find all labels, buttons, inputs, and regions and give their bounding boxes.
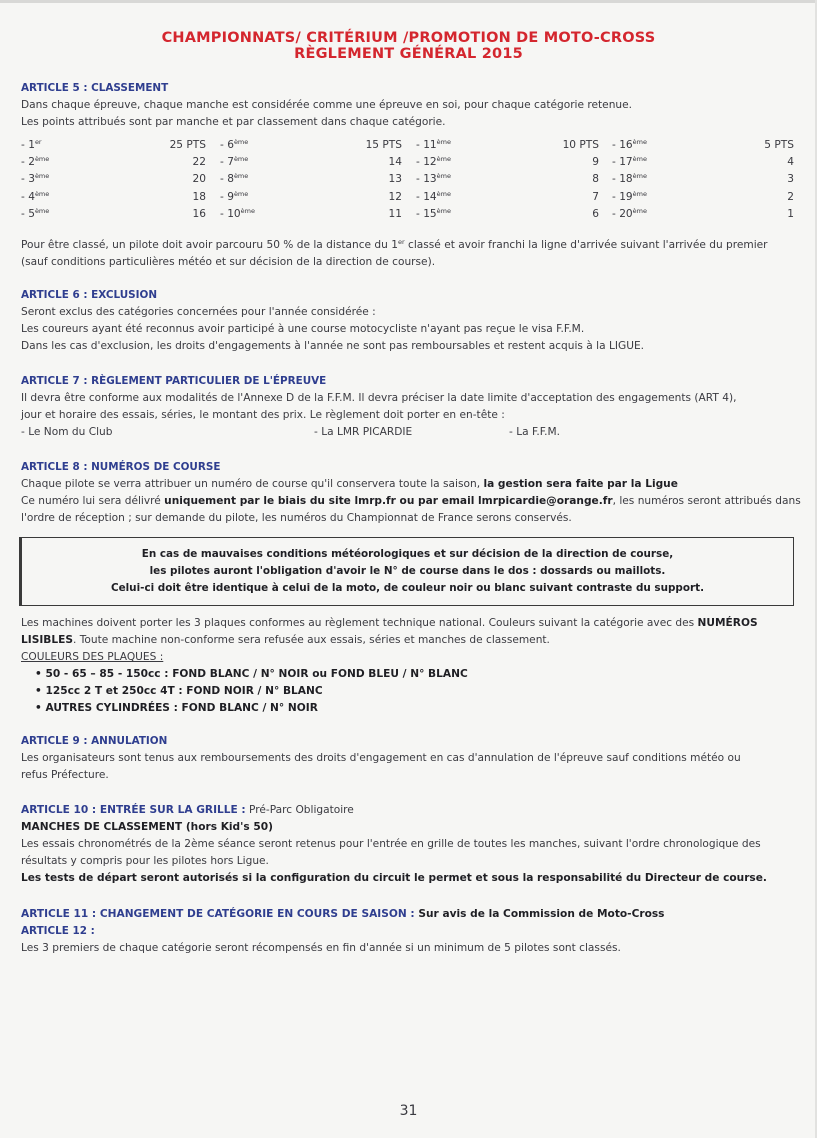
article-12-heading: ARTICLE 12 : xyxy=(21,925,95,937)
header-item-lmr: - La LMR PICARDIE xyxy=(314,426,413,438)
weather-notice-box xyxy=(19,537,794,606)
condition-text-a: Pour être classé, un pilote doit avoir parcouru 50 % de la distance du 1 xyxy=(21,239,398,251)
article-6-heading: ARTICLE 6 : EXCLUSION xyxy=(21,289,158,301)
article-6-text-3: Dans les cas d'exclusion, les droits d'engagements à l'année ne sont pas remboursables et restent acquis à la LIGUE. xyxy=(21,340,645,352)
condition-superscript: er xyxy=(397,238,405,246)
article-10-text-3: Les tests de départ seront autorisés si la configuration du circuit le permet et sous la responsabilité du Directeur de course. xyxy=(21,872,767,884)
rank-label: - 18ème xyxy=(612,172,648,186)
plates-text-1a: Les machines doivent porter les 3 plaques conformes au règlement technique national. Couleurs suivant la catégorie avec des xyxy=(21,617,698,629)
notice-line-2: les pilotes auront l'obligation d'avoir le N° de course dans le dos : dossards ou maillots. xyxy=(149,565,666,577)
points-value: 14 xyxy=(388,156,402,169)
article-6 xyxy=(21,287,795,355)
page-subtitle: RÈGLEMENT GÉNÉRAL 2015 xyxy=(294,46,523,62)
article-10-text-2: résultats y compris pour les pilotes hors Ligue. xyxy=(21,855,269,867)
points-value: 6 xyxy=(592,207,599,220)
points-table xyxy=(0,139,817,229)
plates-text-1b: NUMÉROS xyxy=(697,617,758,629)
rank-label: - 13ème xyxy=(416,172,452,186)
condition-text-b: classé et avoir franchi la ligne d'arrivée suivant l'arrivée du premier xyxy=(404,239,768,251)
article-11-heading-rest: Sur avis de la Commission de Moto-Cross xyxy=(414,908,665,920)
article-7-header-items xyxy=(21,424,795,441)
article-5-text-1: Dans chaque épreuve, chaque manche est considérée comme une épreuve en soi, pour chaque catégorie retenue. xyxy=(21,99,633,111)
points-value: 16 xyxy=(192,207,206,220)
article-9 xyxy=(21,733,795,784)
points-value: 18 xyxy=(192,190,206,203)
article-10-subheading: MANCHES DE CLASSEMENT (hors Kid's 50) xyxy=(21,821,273,833)
article-6-text-1: Seront exclus des catégories concernées pour l'année considérée : xyxy=(21,306,376,318)
rank-label: - 15ème xyxy=(416,206,452,220)
points-value: 4 xyxy=(787,156,794,169)
points-value: 12 xyxy=(388,190,402,203)
classification-condition-line-1 xyxy=(21,237,795,254)
article-10 xyxy=(21,802,795,887)
plates-text-2 xyxy=(21,632,795,649)
rank-label: - 2ème xyxy=(21,155,50,169)
points-value: 1 xyxy=(787,207,794,220)
article-6-text-2: Les coureurs ayant été reconnus avoir participé à une course motocycliste n'ayant pas reçue le visa F.F.M. xyxy=(21,323,585,335)
notice-line-1: En cas de mauvaises conditions météorologiques et sur décision de la direction de course, xyxy=(141,548,674,560)
page-title: CHAMPIONNATS/ CRITÉRIUM /PROMOTION DE MOTO-CROSS xyxy=(161,30,656,46)
points-value: 15 PTS xyxy=(365,139,402,151)
article-9-heading: ARTICLE 9 : ANNULATION xyxy=(21,735,168,747)
rank-label: - 10ème xyxy=(220,206,256,220)
article-12-text: Les 3 premiers de chaque catégorie seront récompensés en fin d'année si un minimum de 5 pilotes sont classés. xyxy=(21,942,621,954)
rank-label: - 7ème xyxy=(220,155,249,169)
article-8-contact: uniquement par le biais du site lmrp.fr ou par email lmrpicardie@orange.fr xyxy=(164,495,613,507)
rank-label: - 11ème xyxy=(416,138,452,151)
article-5-text-2: Les points attribués sont par manche et par classement dans chaque catégorie. xyxy=(21,116,446,128)
article-7 xyxy=(21,373,795,441)
article-5-condition xyxy=(21,237,795,271)
article-9-text-1: Les organisateurs sont tenus aux remboursements des droits d'engagement en cas d'annulation de l'épreuve sauf conditions météo ou xyxy=(21,752,741,764)
rank-label: - 6ème xyxy=(220,138,249,151)
rank-label: - 1er xyxy=(21,138,42,151)
article-5-intro xyxy=(21,80,795,131)
rank-label: - 9ème xyxy=(220,189,249,203)
plates-section xyxy=(21,615,795,717)
rank-label: - 16ème xyxy=(612,138,648,151)
header-item-ffm: - La F.F.M. xyxy=(509,426,560,438)
points-value: 5 PTS xyxy=(764,139,794,151)
article-9-text-2: refus Préfecture. xyxy=(21,769,109,781)
article-11-heading: ARTICLE 11 : CHANGEMENT DE CATÉGORIE EN COURS DE SAISON : xyxy=(21,908,415,920)
plate-color-item: • 125cc 2 T et 250cc 4T : FOND NOIR / N° BLANC xyxy=(35,685,323,697)
points-value: 9 xyxy=(592,156,599,169)
article-8-text-2 xyxy=(21,493,801,510)
article-8-text-1a: Chaque pilote se verra attribuer un numéro de course qu'il conservera toute la saison, xyxy=(21,478,484,490)
article-8-heading: ARTICLE 8 : NUMÉROS DE COURSE xyxy=(21,461,221,473)
rank-label: - 20ème xyxy=(612,206,648,220)
points-value: 13 xyxy=(388,173,402,186)
rank-label: - 19ème xyxy=(612,189,648,203)
points-value: 20 xyxy=(192,173,206,186)
article-7-text-1: Il devra être conforme aux modalités de l'Annexe D de la F.F.M. Il devra préciser la date limite d'acceptation des engagements (ART 4), xyxy=(21,392,737,404)
plates-text-2a: LISIBLES xyxy=(21,634,73,646)
article-8 xyxy=(21,459,801,527)
article-7-heading: ARTICLE 7 : RÈGLEMENT PARTICULIER DE L'ÉPREUVE xyxy=(21,375,327,387)
rank-label: - 14ème xyxy=(416,189,452,203)
page-top-edge xyxy=(0,0,817,3)
points-value: 10 PTS xyxy=(562,139,599,151)
points-value: 11 xyxy=(388,207,402,220)
rank-label: - 8ème xyxy=(220,172,249,186)
points-value: 22 xyxy=(192,156,206,169)
points-value: 8 xyxy=(592,173,599,186)
article-8-text-1b: la gestion sera faite par la Ligue xyxy=(483,478,678,490)
notice-line-3: Celui-ci doit être identique à celui de la moto, de couleur noir ou blanc suivant contraste du support. xyxy=(110,582,705,594)
plate-color-item: • AUTRES CYLINDRÉES : FOND BLANC / N° NOIR xyxy=(35,702,318,714)
plates-text-2b: . Toute machine non-conforme sera refusée aux essais, séries et manches de classement. xyxy=(72,634,550,646)
header-item-club: - Le Nom du Club xyxy=(21,426,113,438)
rank-label: - 12ème xyxy=(416,155,452,169)
points-value: 7 xyxy=(592,190,599,203)
article-8-text-1 xyxy=(21,476,795,493)
article-8-text-2c: , les numéros seront attribués dans xyxy=(612,495,801,507)
rank-label: - 5ème xyxy=(21,206,50,220)
article-10-heading-rest: Pré-Parc Obligatoire xyxy=(245,804,354,816)
article-8-text-2a: Ce numéro lui sera délivré xyxy=(21,495,165,507)
article-10-heading: ARTICLE 10 : ENTRÉE SUR LA GRILLE : xyxy=(21,804,246,816)
article-10-heading-line xyxy=(21,802,795,819)
article-8-text-3: l'ordre de réception ; sur demande du pilote, les numéros du Championnat de France serons conservés. xyxy=(21,512,572,524)
plates-text-1 xyxy=(21,615,795,632)
rank-label: - 3ème xyxy=(21,172,50,186)
article-10-text-1: Les essais chronométrés de la 2ème séance seront retenus pour l'entrée en grille de toutes les manches, suivant l'ordre chronologique des xyxy=(21,838,761,850)
article-11-heading-line xyxy=(21,906,795,923)
points-value: 25 PTS xyxy=(169,139,206,151)
plate-colors-heading: COULEURS DES PLAQUES : xyxy=(21,651,164,663)
article-5-heading: ARTICLE 5 : CLASSEMENT xyxy=(21,82,169,94)
plate-color-item: • 50 - 65 – 85 - 150cc : FOND BLANC / N° NOIR ou FOND BLEU / N° BLANC xyxy=(35,668,468,680)
rank-label: - 4ème xyxy=(21,189,50,203)
page-number: 31 xyxy=(399,1103,418,1119)
article-11-12 xyxy=(21,906,795,957)
rank-label: - 17ème xyxy=(612,155,648,169)
points-value: 3 xyxy=(787,173,794,186)
article-7-text-2: jour et horaire des essais, séries, le montant des prix. Le règlement doit porter en en-tête : xyxy=(21,409,505,421)
classification-condition-line-2: (sauf conditions particulières météo et sur décision de la direction de course). xyxy=(21,256,436,268)
points-value: 2 xyxy=(787,190,794,203)
